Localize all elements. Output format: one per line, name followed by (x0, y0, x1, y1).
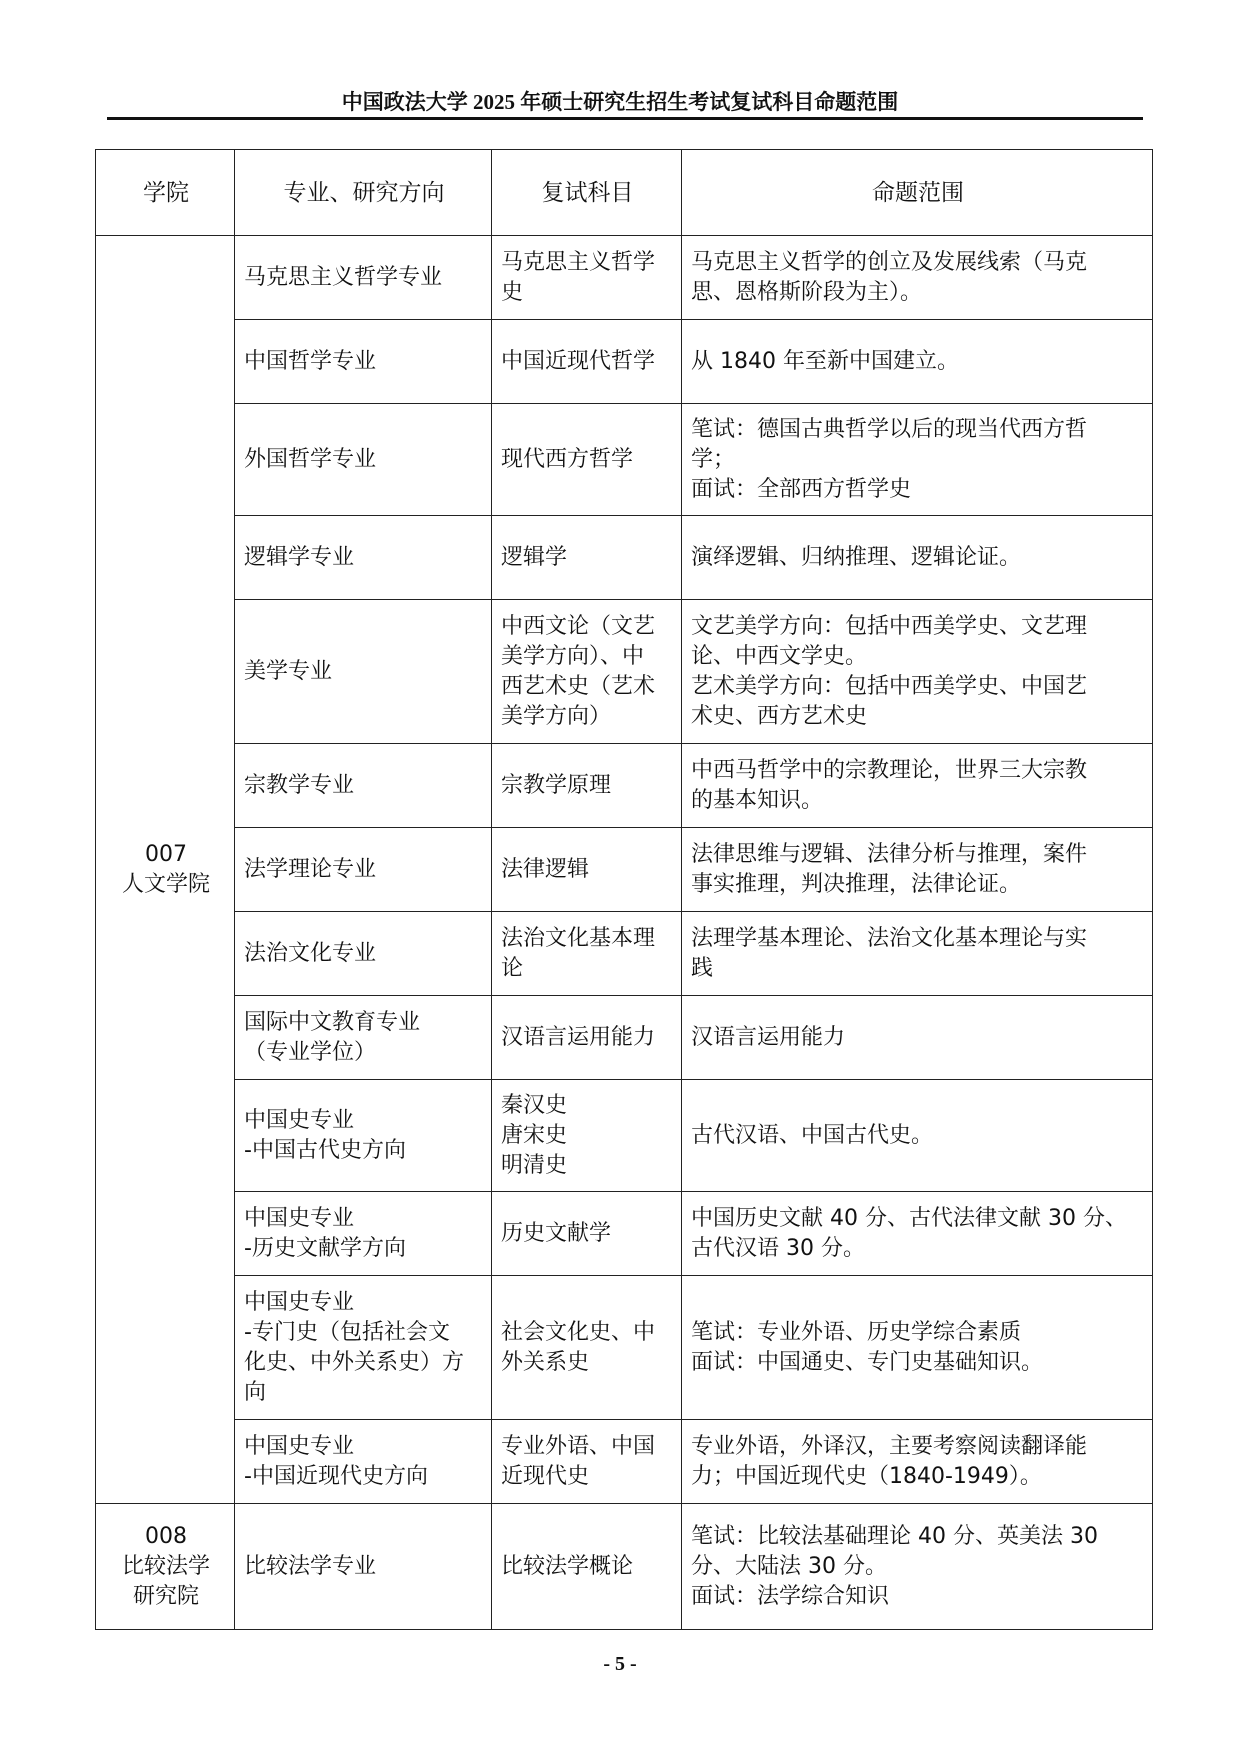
major-cell: 法学理论专业 (235, 828, 492, 912)
table-row (96, 1192, 1153, 1276)
scope-cell: 笔试：德国古典哲学以后的现当代西方哲 学； 面试：全部西方哲学史 (682, 404, 1153, 516)
scope-cell: 法理学基本理论、法治文化基本理论与实 践 (682, 912, 1153, 996)
table-header-row (96, 150, 1153, 236)
major-cell: 中国史专业 -历史文献学方向 (235, 1192, 492, 1276)
table-row (96, 996, 1153, 1080)
major-cell: 中国哲学专业 (235, 320, 492, 404)
major-cell: 国际中文教育专业 （专业学位） (235, 996, 492, 1080)
table-row (96, 1504, 1153, 1630)
subject-cell: 汉语言运用能力 (492, 996, 682, 1080)
subject-cell: 马克思主义哲学 史 (492, 236, 682, 320)
scope-cell: 笔试：比较法基础理论 40 分、英美法 30 分、大陆法 30 分。 面试：法学综合知识 (682, 1504, 1153, 1630)
table-row (96, 320, 1153, 404)
major-cell: 逻辑学专业 (235, 516, 492, 600)
subject-cell: 中国近现代哲学 (492, 320, 682, 404)
college-cell-007: 007 人文学院 (96, 236, 235, 1504)
scope-cell: 演绎逻辑、归纳推理、逻辑论证。 (682, 516, 1153, 600)
header-rule (107, 117, 1143, 120)
major-cell: 美学专业 (235, 600, 492, 744)
table-row (96, 236, 1153, 320)
subject-cell: 法治文化基本理 论 (492, 912, 682, 996)
page-header-title: 中国政法大学 2025 年硕士研究生招生考试复试科目命题范围 (341, 90, 899, 114)
subject-cell: 历史文献学 (492, 1192, 682, 1276)
table-row (96, 744, 1153, 828)
subject-cell: 宗教学原理 (492, 744, 682, 828)
table-row (96, 912, 1153, 996)
column-header-subject: 复试科目 (492, 150, 682, 236)
scope-cell: 马克思主义哲学的创立及发展线索（马克 思、恩格斯阶段为主）。 (682, 236, 1153, 320)
table-row (96, 828, 1153, 912)
table-row (96, 1420, 1153, 1504)
table-row (96, 516, 1153, 600)
table-row (96, 404, 1153, 516)
college-cell-008: 008 比较法学 研究院 (96, 1504, 235, 1630)
column-header-scope: 命题范围 (682, 150, 1153, 236)
subject-cell: 中西文论（文艺 美学方向）、中 西艺术史（艺术 美学方向） (492, 600, 682, 744)
subject-cell: 社会文化史、中 外关系史 (492, 1276, 682, 1420)
column-header-major: 专业、研究方向 (235, 150, 492, 236)
scope-cell: 笔试：专业外语、历史学综合素质 面试：中国通史、专门史基础知识。 (682, 1276, 1153, 1420)
subject-cell: 专业外语、中国 近现代史 (492, 1420, 682, 1504)
scope-cell: 古代汉语、中国古代史。 (682, 1080, 1153, 1192)
major-cell: 宗教学专业 (235, 744, 492, 828)
major-cell: 中国史专业 -中国近现代史方向 (235, 1420, 492, 1504)
table-row (96, 600, 1153, 744)
scope-cell: 法律思维与逻辑、法律分析与推理，案件 事实推理，判决推理，法律论证。 (682, 828, 1153, 912)
subject-cell: 逻辑学 (492, 516, 682, 600)
subject-cell: 比较法学概论 (492, 1504, 682, 1630)
major-cell: 法治文化专业 (235, 912, 492, 996)
column-header-college: 学院 (96, 150, 235, 236)
major-cell: 中国史专业 -中国古代史方向 (235, 1080, 492, 1192)
scope-cell: 从 1840 年至新中国建立。 (682, 320, 1153, 404)
page-number: - 5 - (603, 1653, 637, 1675)
scope-cell: 文艺美学方向：包括中西美学史、文艺理 论、中西文学史。 艺术美学方向：包括中西美学史、中国艺 术史、西方艺术史 (682, 600, 1153, 744)
subject-cell: 法律逻辑 (492, 828, 682, 912)
scope-cell: 中西马哲学中的宗教理论，世界三大宗教 的基本知识。 (682, 744, 1153, 828)
major-cell: 中国史专业 -专门史（包括社会文 化史、中外关系史）方 向 (235, 1276, 492, 1420)
exam-scope-table (95, 149, 1153, 1630)
subject-cell: 秦汉史 唐宋史 明清史 (492, 1080, 682, 1192)
scope-cell: 中国历史文献 40 分、古代法律文献 30 分、 古代汉语 30 分。 (682, 1192, 1153, 1276)
major-cell: 比较法学专业 (235, 1504, 492, 1630)
table-row (96, 1080, 1153, 1192)
subject-cell: 现代西方哲学 (492, 404, 682, 516)
scope-cell: 专业外语，外译汉，主要考察阅读翻译能 力；中国近现代史（1840-1949）。 (682, 1420, 1153, 1504)
scope-cell: 汉语言运用能力 (682, 996, 1153, 1080)
major-cell: 马克思主义哲学专业 (235, 236, 492, 320)
table-row (96, 1276, 1153, 1420)
major-cell: 外国哲学专业 (235, 404, 492, 516)
